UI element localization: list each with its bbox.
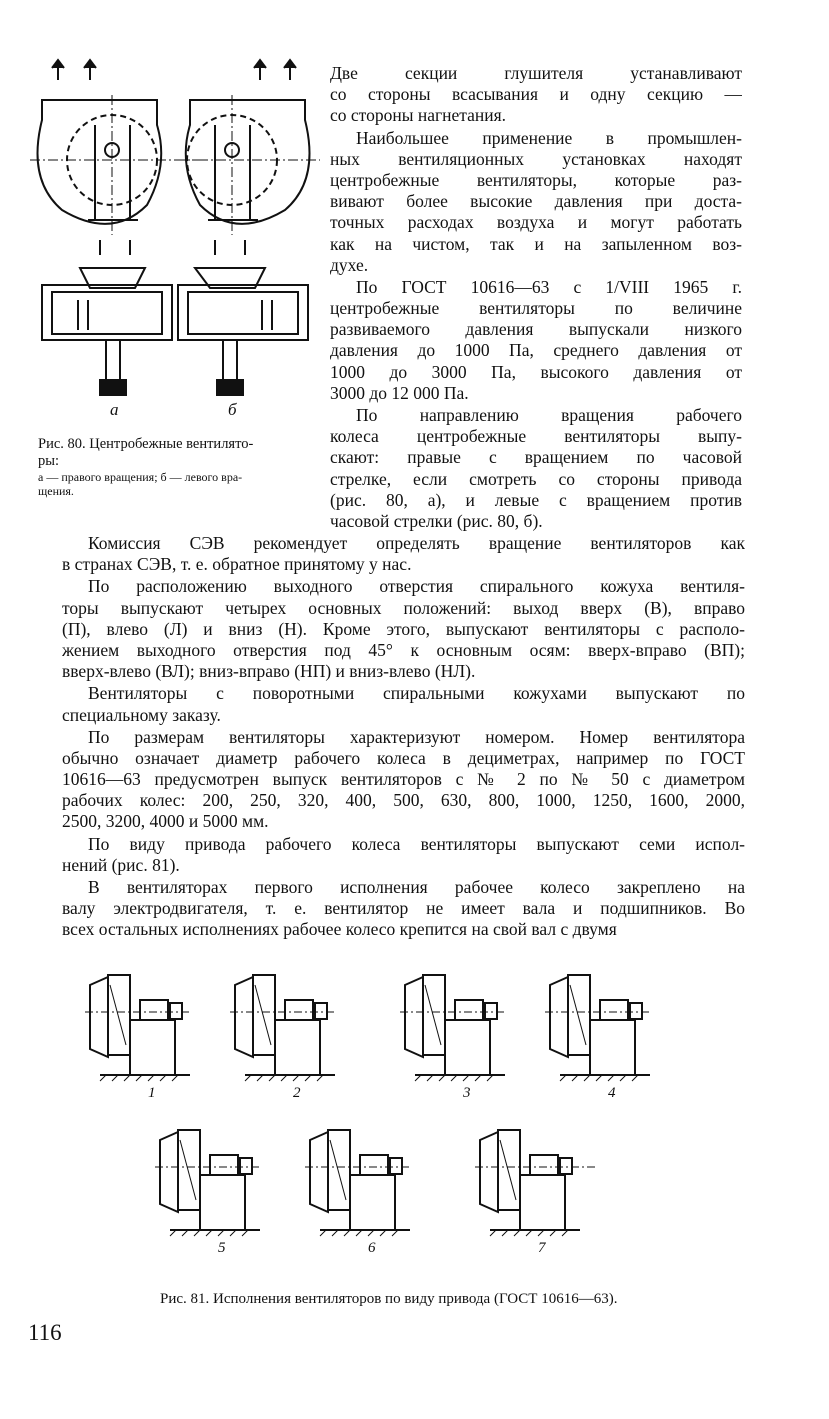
text-line: По расположению выходного отверстия спирального кожуха вентиля- — [88, 576, 745, 597]
variant-number: 2 — [293, 1085, 301, 1101]
text-line: всех остальных исполнениях рабочее колесо крепится на свой вал с двумя — [62, 919, 617, 940]
text-line: По виду привода рабочего колеса вентиляторы выпускают семи испол- — [88, 833, 745, 854]
text-line: давления до 1000 Па, среднего давления от — [330, 340, 742, 361]
caption-legend: а — правого вращения; б — левого вра- — [38, 470, 243, 484]
page-number: 116 — [28, 1320, 62, 1345]
text-line: стрелке, если смотреть со стороны привода — [330, 468, 742, 489]
text-line: в странах СЭВ, т. е. обратное принятому у нас. — [62, 554, 412, 575]
caption-title: Рис. 80. Центробежные вентилято- — [38, 436, 254, 452]
text-line: скают: правые с вращением по часовой — [330, 447, 742, 468]
text-line: обычно означает диаметр рабочего колеса в дециметрах, например по ГОСТ — [62, 747, 745, 768]
variant-number: 7 — [538, 1240, 546, 1256]
text-line: По ГОСТ 10616—63 с 1/VIII 1965 г. — [356, 276, 742, 297]
text-line: вверх-влево (ВЛ); вниз-вправо (НП) и вниз-влево (НЛ). — [62, 661, 476, 682]
text-line: 2500, 3200, 4000 и 5000 мм. — [62, 811, 269, 832]
text-line: валу электродвигателя, т. е. вентилятор не имеет вала и подшипников. Во — [62, 898, 745, 919]
text-line: Две секции глушителя устанавливают — [330, 63, 742, 83]
text-line: Наибольшее применение в промышлен- — [356, 127, 742, 148]
text-line: со стороны всасывания и одну секцию — — [330, 84, 742, 105]
text-line: точных расходах воздуха и могут работать — [330, 212, 742, 233]
variant-number: 4 — [608, 1085, 616, 1101]
text-line: 1000 до 3000 Па, высокого давления от — [330, 361, 742, 382]
text-line: 10616—63 предусмотрен выпуск вентиляторов с № 2 по № 50 с диаметром — [62, 769, 745, 790]
text-line: В вентиляторах первого исполнения рабочее колесо закреплено на — [88, 877, 745, 897]
figure-81-caption: Рис. 81. Исполнения вентиляторов по виду привода (ГОСТ 10616—63). — [160, 1291, 618, 1307]
drive-variant-7 — [475, 1130, 595, 1236]
variant-number: 3 — [463, 1085, 471, 1101]
text-line: рабочих колес: 200, 250, 320, 400, 500, 630, 800, 1000, 1250, 1600, 2000, — [62, 790, 745, 811]
drive-variant-2 — [230, 975, 335, 1081]
text-line: По размерам вентиляторы характеризуют номером. Номер вентилятора — [88, 726, 745, 747]
caption-title-cont: ры: — [38, 453, 60, 469]
drive-variant-5 — [155, 1130, 260, 1236]
figure-80-label-a: а — [110, 400, 119, 419]
text-line: (рис. 80, а), и левые с вращением против — [330, 489, 742, 510]
drive-variant-4 — [545, 975, 650, 1081]
text-line: (П), влево (Л) и вниз (Н). Кроме этого, выпускают вентиляторы с располо- — [62, 618, 745, 639]
text-line: духе. — [330, 254, 369, 275]
text-line: как на чистом, так и на запыленном воз- — [330, 233, 742, 254]
text-line: вивают более высокие давления при доста- — [330, 191, 742, 212]
variant-number: 6 — [368, 1240, 376, 1256]
text-line: колеса центробежные вентиляторы выпу- — [330, 426, 742, 447]
text-line: торы выпускают четырех основных положений: выход вверх (В), вправо — [62, 597, 745, 618]
text-line: развиваемого давления выпускали низкого — [330, 319, 742, 340]
text-line: центробежные вентиляторы по величине — [330, 298, 742, 319]
variant-number: 1 — [148, 1085, 156, 1101]
text-line: специальному заказу. — [62, 704, 221, 725]
drive-variant-1 — [85, 975, 190, 1081]
text-line: центробежные вентиляторы, которые раз- — [330, 169, 742, 190]
text-line: жением выходного отверстия под 45° к основным осям: вверх-вправо (ВП); — [62, 639, 745, 660]
text-line: со стороны нагнетания. — [330, 105, 507, 126]
drive-variant-6 — [305, 1130, 410, 1236]
caption-legend-cont: щения. — [38, 484, 74, 498]
text-line: часовой стрелки (рис. 80, б). — [330, 510, 543, 531]
text-line: По направлению вращения рабочего — [356, 405, 742, 425]
text-line: ных вентиляционных установках находят — [330, 148, 742, 169]
drive-variant-3 — [400, 975, 505, 1081]
figure-80-label-b: б — [228, 400, 237, 419]
text-line: нений (рис. 81). — [62, 854, 180, 875]
variant-number: 5 — [218, 1240, 226, 1256]
text-line: Вентиляторы с поворотными спиральными кожухами выпускают по — [88, 683, 745, 704]
text-line: 3000 до 12 000 Па. — [330, 382, 469, 403]
text-line: Комиссия СЭВ рекомендует определять вращение вентиляторов как — [88, 533, 745, 553]
